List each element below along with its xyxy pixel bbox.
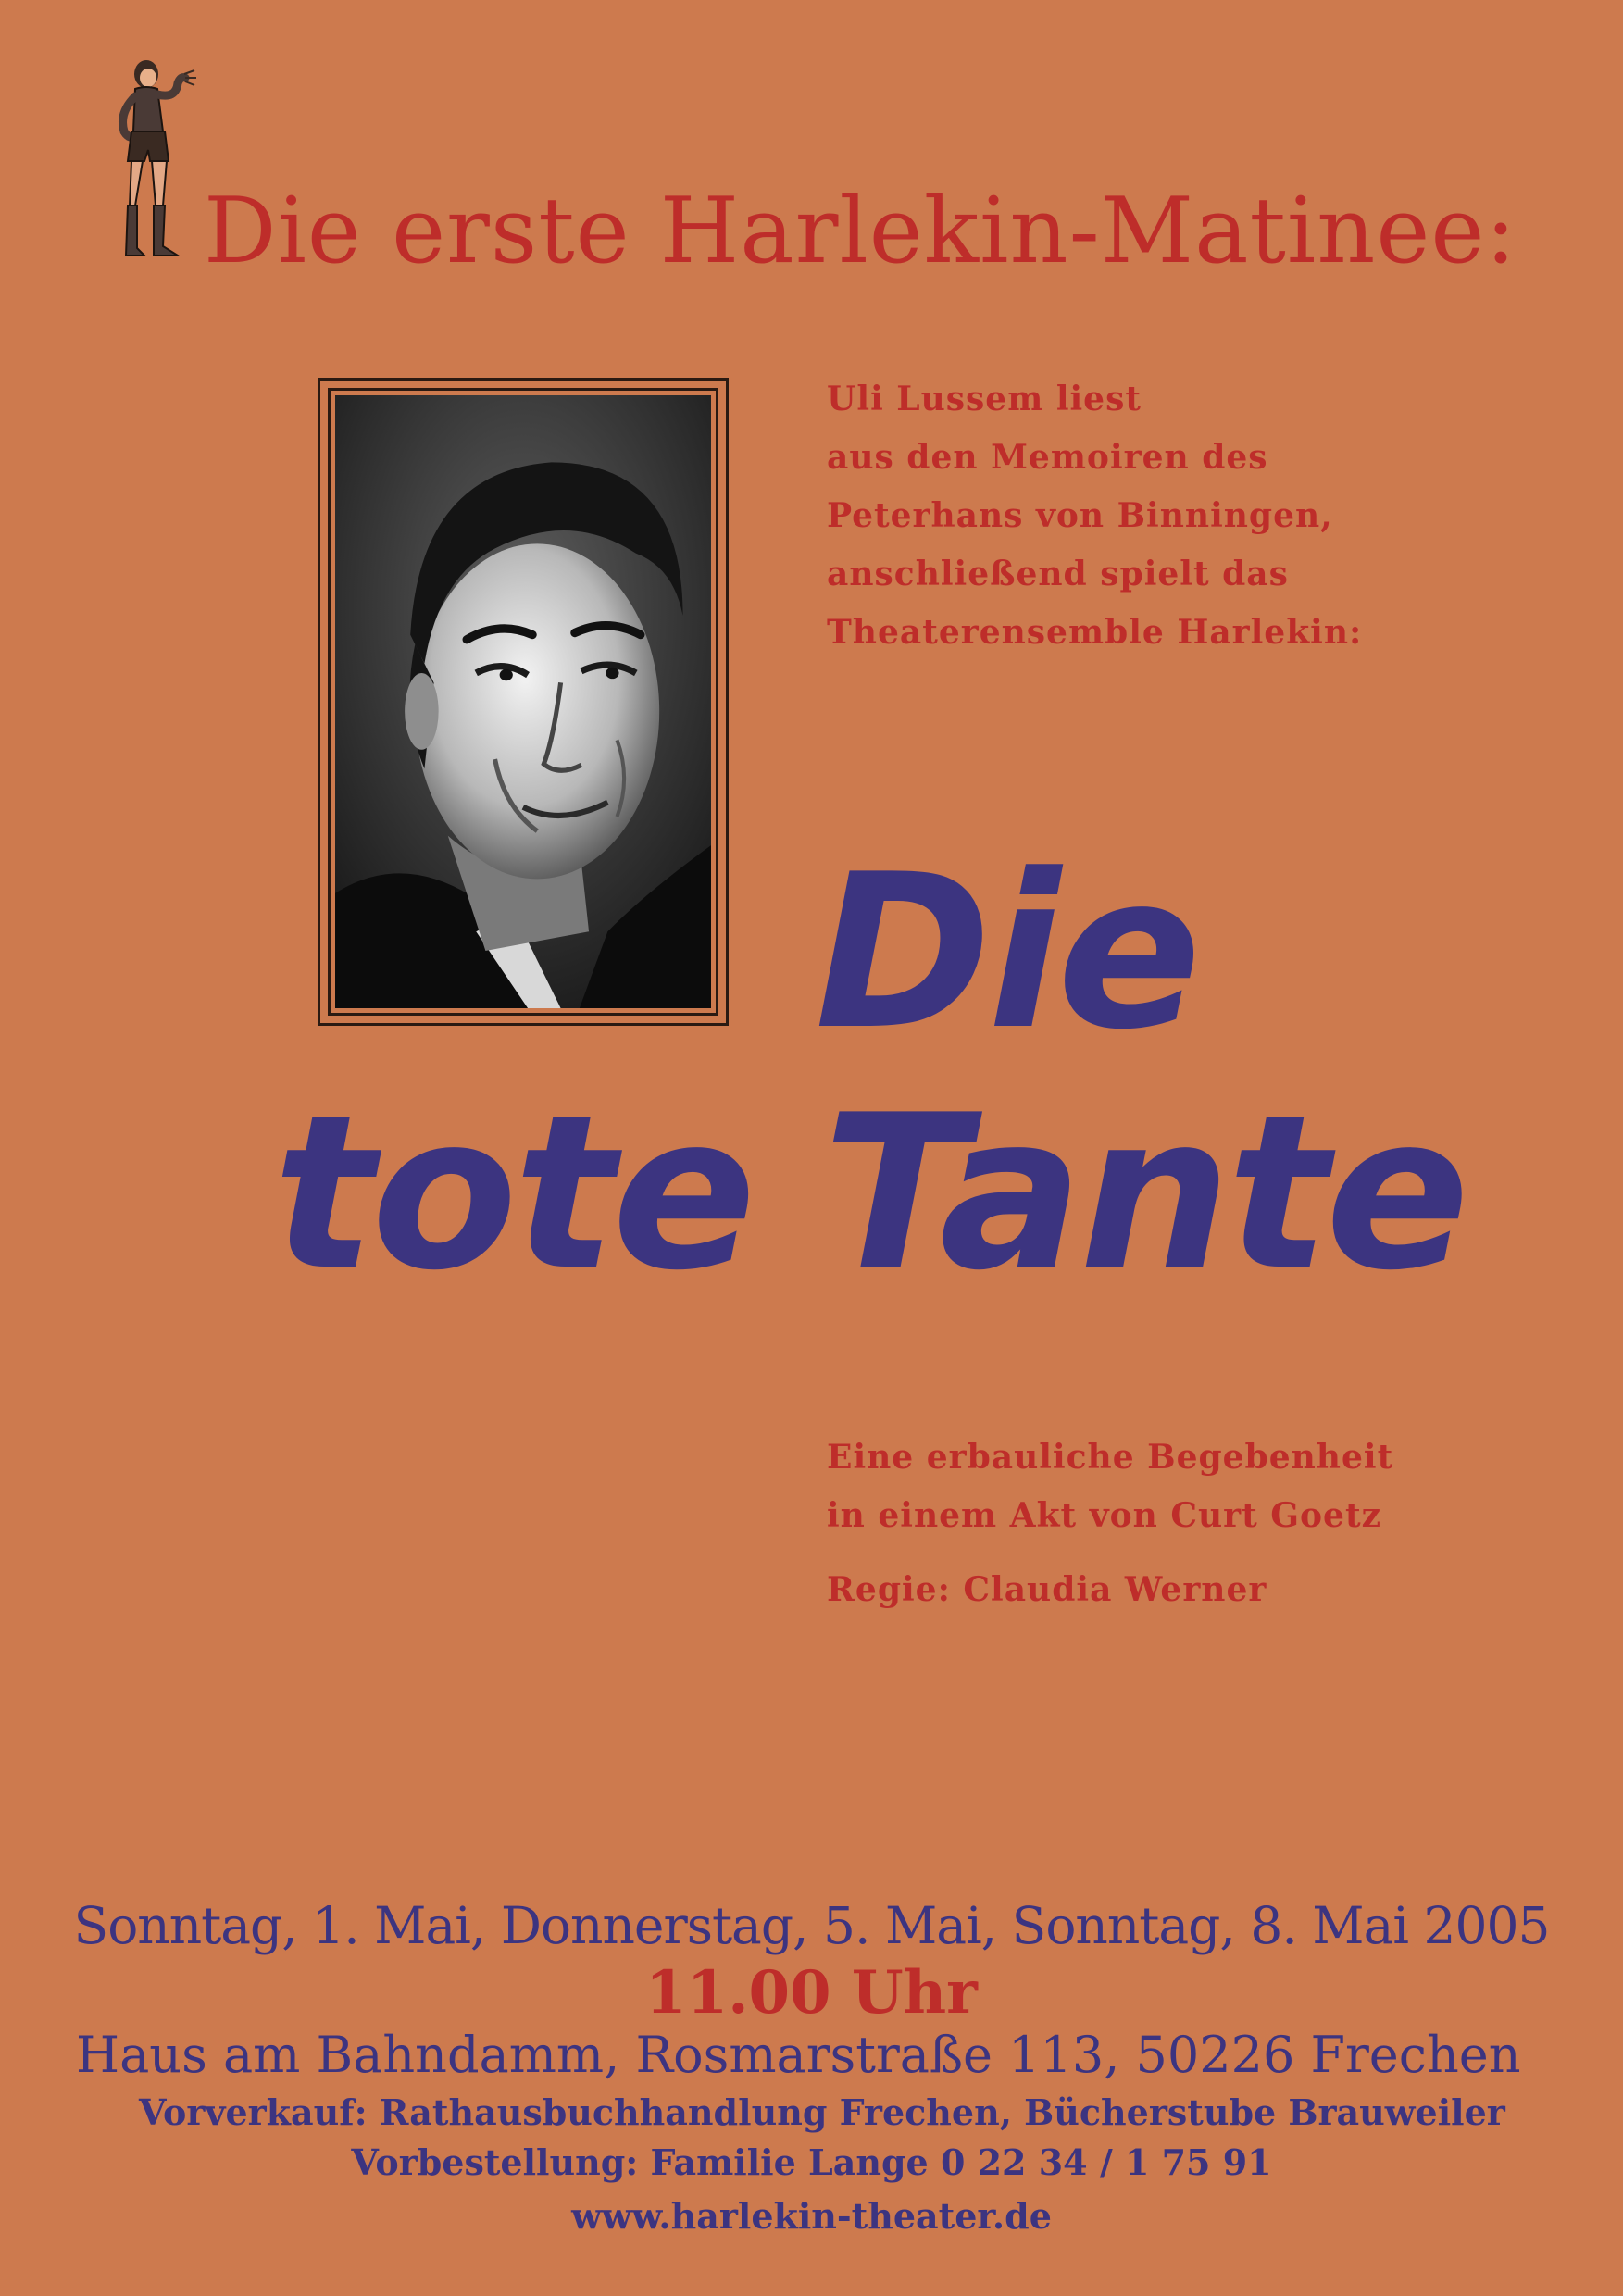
subtitle-line: in einem Akt von Curt Goetz bbox=[827, 1496, 1382, 1535]
intro-line: anschließend spielt das bbox=[827, 555, 1289, 593]
director-credit: Regie: Claudia Werner bbox=[827, 1570, 1267, 1609]
play-title-line-1: Die bbox=[815, 830, 1198, 1077]
reservation-info: Vorbestellung: Familie Lange 0 22 34 / 1 75 91 bbox=[351, 2141, 1272, 2183]
portrait-inner-frame bbox=[328, 388, 718, 1016]
intro-text bbox=[827, 370, 1586, 662]
portrait-frame bbox=[318, 378, 729, 1026]
intro-line: Peterhans von Binningen, bbox=[827, 496, 1333, 535]
headline: Die erste Harlekin-Matinee: bbox=[204, 179, 1517, 284]
subtitle-line: Eine erbauliche Begebenheit bbox=[827, 1438, 1394, 1477]
intro-line: aus den Memoiren des bbox=[827, 438, 1268, 477]
intro-line: Uli Lussem liest bbox=[827, 380, 1142, 418]
author-portrait-photo bbox=[335, 395, 711, 1008]
venue-address: Haus am Bahndamm, Rosmarstraße 113, 50226 Frechen bbox=[76, 2026, 1521, 2084]
presale-info: Vorverkauf: Rathausbuchhandlung Frechen, Bücherstube Brauweiler bbox=[139, 2091, 1505, 2133]
performance-time: 11.00 Uhr bbox=[645, 1958, 978, 2028]
play-title-line-2: tote Tante bbox=[273, 1070, 1467, 1317]
performance-dates: Sonntag, 1. Mai, Donnerstag, 5. Mai, Sonntag, 8. Mai 2005 bbox=[73, 1896, 1550, 1955]
play-subtitle bbox=[827, 1429, 1586, 1545]
intro-line: Theaterensemble Harlekin: bbox=[827, 613, 1363, 652]
harlequin-figure-icon bbox=[93, 57, 204, 270]
website-link[interactable]: www.harlekin-theater.de bbox=[571, 2195, 1052, 2237]
